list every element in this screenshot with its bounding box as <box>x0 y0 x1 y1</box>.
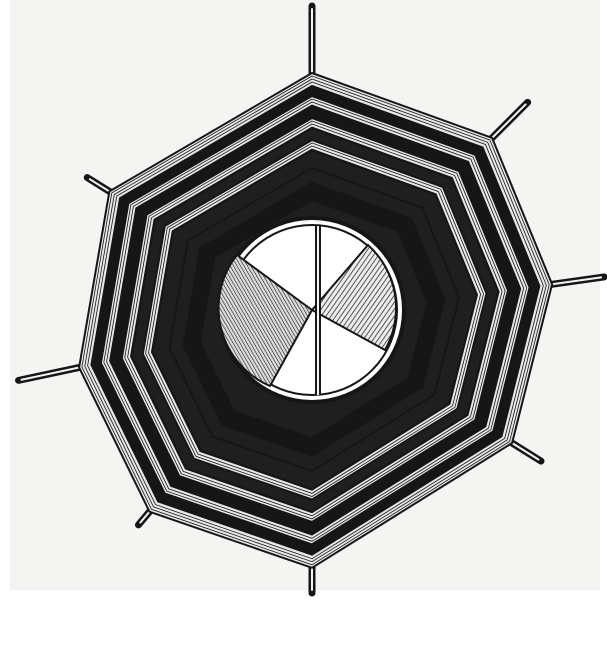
center-disk <box>219 218 404 402</box>
